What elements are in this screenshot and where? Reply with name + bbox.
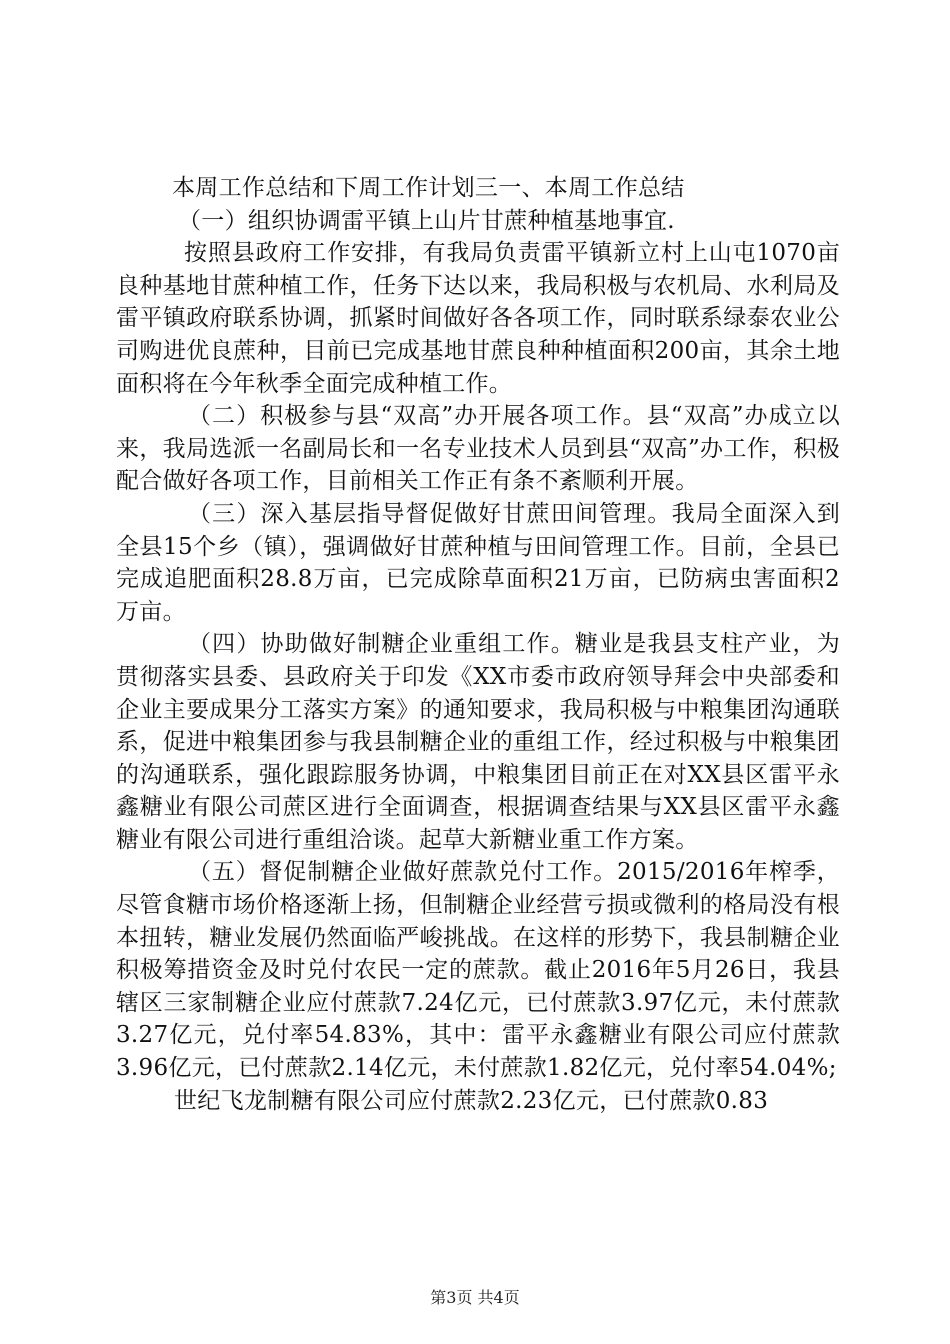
section-4-paragraph: （四）协助做好制糖企业重组工作。糖业是我县支柱产业，为贯彻落实县委、县政府关于印发《XX市委市政府领导拜会中央部委和企业主要成果分工落实方案》的通知要求，我局积极与中粮集团沟通联系，促进中粮集团参与我县制糖企业的重组工作，经过积极与中粮集团的沟通联系，强化跟踪服务协调，中粮集团目前正在对XX县区雷平永鑫糖业有限公司蔗区进行全面调查，根据调查结果与XX县区雷平永鑫糖业有限公司进行重组洽谈。起草大新糖业重工作方案。	[116, 631, 840, 853]
document-title-line: 本周工作总结和下周工作计划三一、本周工作总结	[172, 175, 685, 201]
section-5-paragraph: （五）督促制糖企业做好蔗款兑付工作。2015/2016年榨季，尽管食糖市场价格逐渐上扬，但制糖企业经营亏损或微利的格局没有根本扭转，糖业发展仍然面临严峻挑战。在这样的形势下，我县制糖企业积极筹措资金及时兑付农民一定的蔗款。截止2016年5月26日，我县辖区三家制糖企业应付蔗款7.24亿元，已付蔗款3.97亿元，未付蔗款3.27亿元，兑付率54.83%，其中：雷平永鑫糖业有限公司应付蔗款3.96亿元，已付蔗款2.14亿元，未付蔗款1.82亿元，兑付率54.04%;	[116, 859, 840, 1082]
section-3-paragraph: （三）深入基层指导督促做好甘蔗田间管理。我局全面深入到全县15个乡（镇），强调做好甘蔗种植与田间管理工作。目前，全县已完成追肥面积28.8万亩，已完成除草面积21万亩，已防病虫害面积2万亩。	[116, 500, 840, 625]
section-5-continuation: 世纪飞龙制糖有限公司应付蔗款2.23亿元，已付蔗款0.83	[174, 1087, 769, 1114]
page-footer	[0, 1288, 950, 1308]
section-1-heading: （一）组织协调雷平镇上山片甘蔗种植基地事宜.	[178, 207, 675, 234]
section-1-paragraph: 按照县政府工作安排，有我局负责雷平镇新立村上山屯1070亩良种基地甘蔗种植工作，任务下达以来，我局积极与农机局、水利局及雷平镇政府联系协调，抓紧时间做好各各项工作，同时联系绿泰农业公司购进优良蔗种，目前已完成基地甘蔗良种种植面积200亩，其余土地面积将在今年秋季全面完成种植工作。	[116, 240, 840, 397]
section-2-paragraph: （二）积极参与县“双高”办开展各项工作。县“双高”办成立以来，我局选派一名副局长和一名专业技术人员到县“双高”办工作，积极配合做好各项工作，目前相关工作正有条不紊顺利开展。	[116, 403, 840, 495]
document-body	[116, 172, 840, 1117]
page-number-label: 第3页 共4页	[430, 1288, 520, 1307]
